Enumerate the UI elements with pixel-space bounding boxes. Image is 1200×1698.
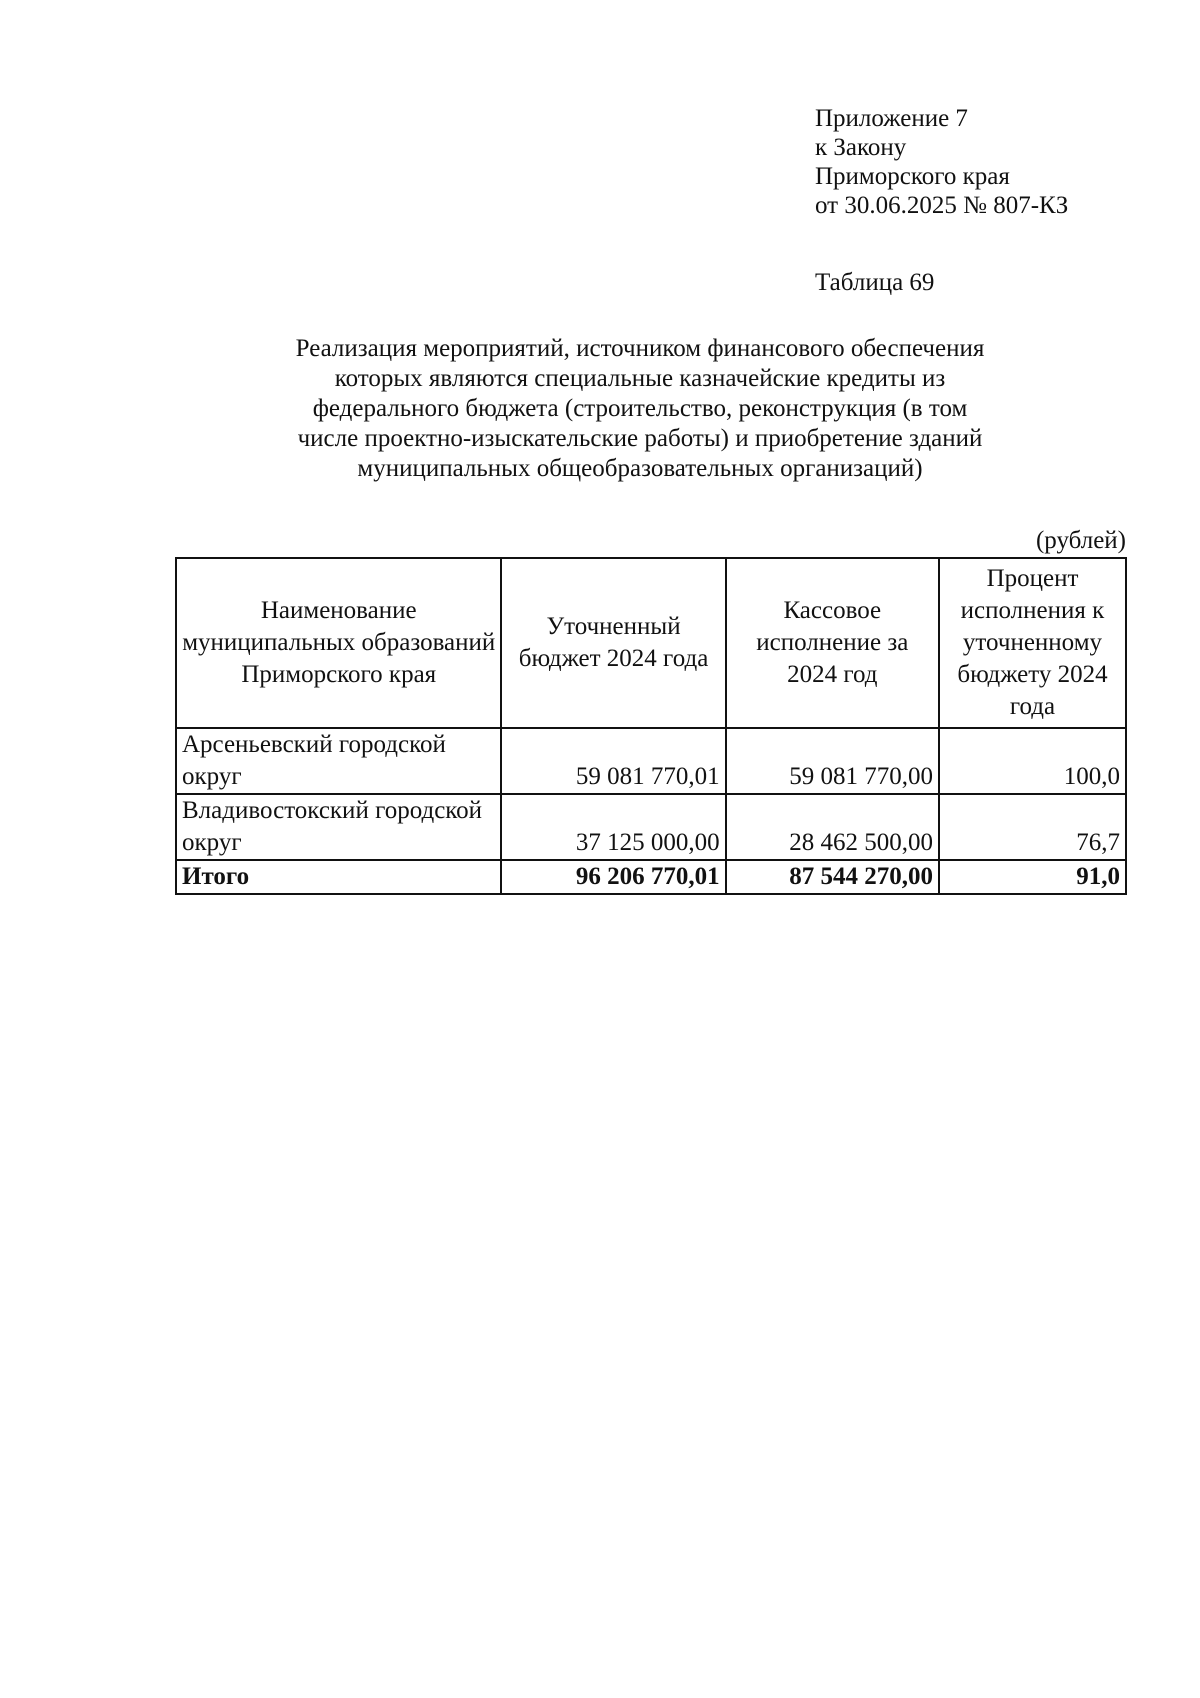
header-municipality: Наименование муниципальных образований Приморского края — [176, 558, 501, 728]
cell-municipality: Арсеньевский городской округ — [176, 728, 501, 794]
cell-percent: 100,0 — [939, 728, 1126, 794]
units-label: (рублей) — [1035, 527, 1126, 554]
table-header-row — [176, 558, 1126, 728]
table-row — [176, 728, 1126, 794]
appendix-line: от 30.06.2025 № 807-КЗ — [815, 192, 1069, 219]
cell-municipality: Владивостокский городской округ — [176, 794, 501, 860]
cell-total-budget: 96 206 770,01 — [501, 860, 725, 894]
cell-budget: 59 081 770,01 — [501, 728, 725, 794]
cell-total-cash-execution: 87 544 270,00 — [726, 860, 939, 894]
appendix-line: к Закону — [815, 134, 907, 161]
appendix-line: Приложение 7 — [815, 105, 968, 132]
cell-budget: 37 125 000,00 — [501, 794, 725, 860]
budget-table — [175, 557, 1127, 895]
title-line: Реализация мероприятий, источником финансового обеспечения — [295, 335, 985, 362]
cell-total-label: Итого — [176, 860, 501, 894]
header-cash-execution: Кассовое исполнение за 2024 год — [726, 558, 939, 728]
table-row — [176, 794, 1126, 860]
title-line: муниципальных общеобразовательных организаций) — [357, 455, 923, 482]
document-title — [180, 334, 1100, 484]
table-total-row — [176, 860, 1126, 894]
appendix-line: Приморского края — [815, 163, 1010, 190]
title-line: которых являются специальные казначейские кредиты из — [334, 365, 946, 392]
appendix-reference — [815, 104, 1068, 220]
cell-percent: 76,7 — [939, 794, 1126, 860]
title-line: числе проектно-изыскательские работы) и приобретение зданий — [297, 425, 983, 452]
header-budget: Уточненный бюджет 2024 года — [501, 558, 725, 728]
title-line: федерального бюджета (строительство, реконструкция (в том — [312, 395, 968, 422]
cell-cash-execution: 28 462 500,00 — [726, 794, 939, 860]
cell-cash-execution: 59 081 770,00 — [726, 728, 939, 794]
header-percent: Процент исполнения к уточненному бюджету 2024 года — [939, 558, 1126, 728]
cell-total-percent: 91,0 — [939, 860, 1126, 894]
table-number: Таблица 69 — [815, 269, 935, 296]
